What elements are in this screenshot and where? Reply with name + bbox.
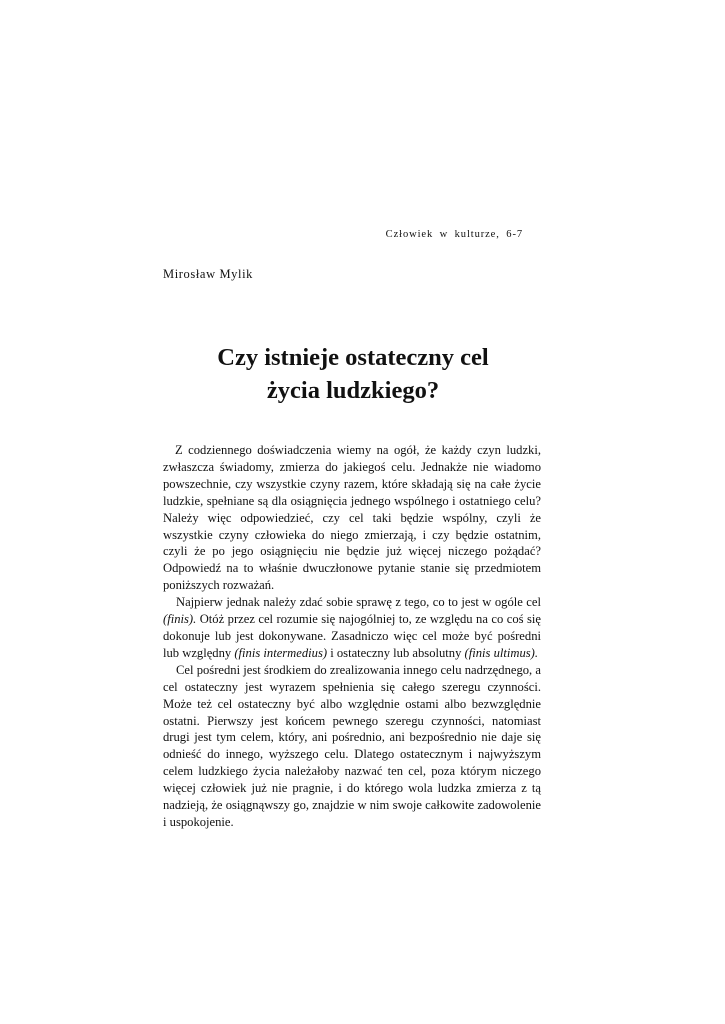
article-title <box>163 341 543 407</box>
paragraph-2-text-c: i ostateczny lub absolutny <box>330 645 462 660</box>
author-name: Mirosław Mylik <box>163 267 253 281</box>
article-body <box>163 442 541 831</box>
paragraph-3: Cel pośredni jest środkiem do zrealizowania innego celu nadrzędnego, a cel ostateczny jest wyrazem spełnienia się całego szeregu czynności. Może też cel ostateczny być albo względnie ostami albo bezwzględnie ostatni. Pierwszy jest końcem pewnego szeregu czynności, natomiast drugi jest tym celem, który, ani pośrednio, ani bezpośrednio nie daje się odnieść do innego, wyższego celu. Dlatego ostatecznym i najwyższym celem ludzkiego życia należałoby nazwać ten cel, poza którym niczego więcej człowiek już nie pragnie, i do którego wola ludzka zmierza z tą nadzieją, że osiągnąwszy go, znajdzie w nim swoje całkowite zadowolenie i uspokojenie. <box>163 662 541 829</box>
latin-term-finis: (finis). <box>163 612 197 627</box>
paragraph-1: Z codziennego doświadczenia wiemy na ogół, że każdy czyn ludzki, zwłaszcza świadomy, zmierza do jakiegoś celu. Jednakże nie wiadomo powszechnie, czy wszystkie czyny razem, które składają się na całe życie ludzkie, spełniane są dla osiągnięcia jednego wspólnego i ostatniego celu? Należy więc odpowiedzieć, czy cel taki będzie wspólny, czyli że wszystkie czyny człowieka do niego zmierzają, i czy będzie ostatnim, czyli że po jego osiągnięciu nie będzie już więcej niczego pożądać? Odpowiedź na to właśnie dwuczłonowe pytanie stanie się przedmiotem poniższych rozważań. <box>163 443 541 593</box>
title-line-1: Czy istnieje ostateczny cel <box>217 344 489 371</box>
title-line-2: życia ludzkiego? <box>266 377 440 404</box>
paragraph-2-text-a: Najpierw jednak należy zdać sobie sprawę z tego, co to jest w ogóle cel <box>176 595 541 610</box>
latin-term-finis-ultimus: (finis ultimus). <box>464 645 539 660</box>
paragraph-2 <box>163 594 541 662</box>
running-head: Człowiek w kulturze, 6-7 <box>385 229 523 240</box>
latin-term-finis-intermedius: (finis intermedius) <box>234 645 328 660</box>
paragraph-2-text-b: Otóż przez cel rozumie się najogólniej to, ze względu na co coś się dokonuje lub jest dokonywane. Zasadniczo więc cel może być pośredni lub względny <box>163 612 541 660</box>
